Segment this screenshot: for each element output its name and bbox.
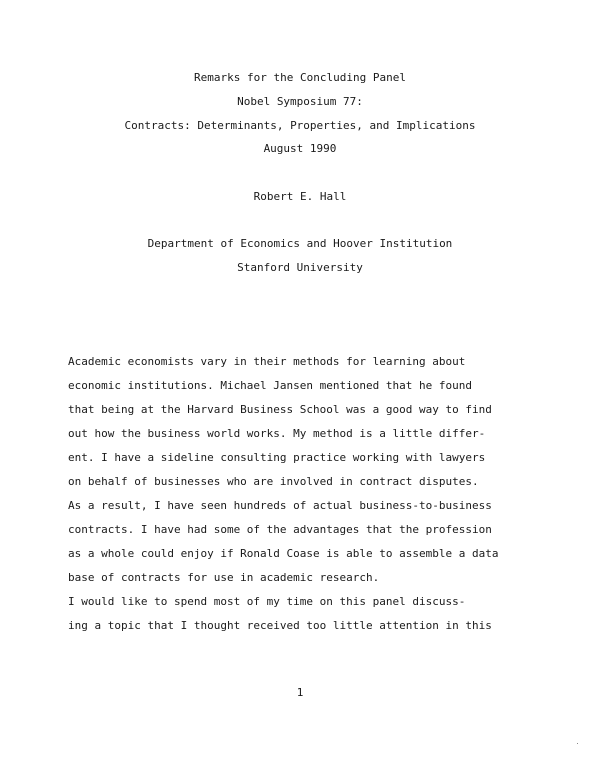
scan-speck	[577, 743, 578, 744]
body-line: As a result, I have seen hundreds of actual business-to-business	[68, 499, 492, 512]
document-subtitle: Contracts: Determinants, Properties, and Implications	[124, 119, 476, 132]
author-department: Department of Economics and Hoover Institution	[147, 237, 453, 250]
page-number: 1	[296, 686, 304, 699]
body-line: base of contracts for use in academic research.	[68, 571, 380, 584]
author-university: Stanford University	[237, 261, 363, 274]
body-line: that being at the Harvard Business School was a good way to find	[68, 403, 492, 416]
body-line: economic institutions. Michael Jansen mentioned that he found	[68, 379, 472, 392]
document-title: Remarks for the Concluding Panel	[194, 71, 406, 84]
body-line: I would like to spend most of my time on this panel discuss-	[68, 595, 466, 608]
body-line: as a whole could enjoy if Ronald Coase is able to assemble a data	[68, 547, 499, 560]
body-line: on behalf of businesses who are involved in contract disputes.	[68, 475, 479, 488]
document-date: August 1990	[263, 142, 337, 155]
body-line: Academic economists vary in their methods for learning about	[68, 355, 466, 368]
body-line: contracts. I have had some of the advantages that the profession	[68, 523, 492, 536]
body-line: ing a topic that I thought received too little attention in this	[68, 619, 492, 632]
symposium-name: Nobel Symposium 77:	[237, 95, 363, 108]
author-name: Robert E. Hall	[253, 190, 347, 203]
body-line: out how the business world works. My method is a little differ-	[68, 427, 486, 440]
body-line: ent. I have a sideline consulting practice working with lawyers	[68, 451, 486, 464]
